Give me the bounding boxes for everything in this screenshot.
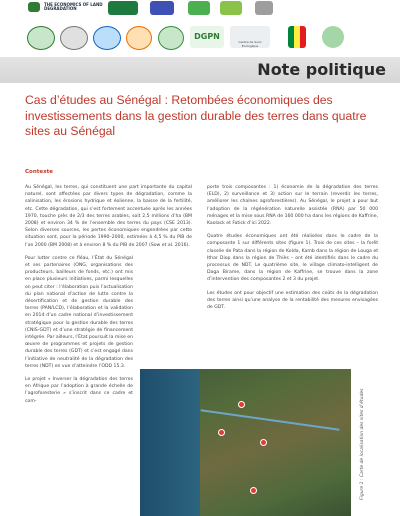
green-logo: [188, 1, 210, 15]
site-marker: [238, 401, 245, 408]
emblem-logo: [126, 26, 152, 50]
leaf-logo: [220, 1, 242, 15]
flag-logo: [288, 26, 306, 48]
map-river: [201, 409, 340, 430]
centre-logo: [230, 26, 270, 48]
paragraph: Quatre études économiques ont été réalisées dans le cadre de la composante 1 sur différents sites (figure 1). Trois de ces sites – la forêt classée de Pata dans la région de Kolda, Kamb dans la région de Louga et Ithar Diop dans la région de Thiès – ont été identifiés dans le cadre du processus de NDT. Le quatrième site, le village climato-intelligent de Daga Birame, dans la région de Kaffrine, se trouve dans la zone d’intervention des composantes 2 et 3 du projet.: [207, 234, 378, 283]
eld-logo-text: THE ECONOMICS OF LAND DEGRADATION: [44, 2, 103, 11]
inp-logo: [108, 1, 138, 15]
site-marker: [250, 487, 257, 494]
study-sites-map: [140, 369, 351, 516]
paragraph: porte trois composantes : 1) économie de la dégradation des terres (ELD), 2) surveillance et 3) action sur le terrain (reverdir les terres, améliorer les chaînes agroforestières). Au Sénégal, le projet a pour but l’adoption de la régénération naturelle assistée (RNA) par 50 000 ménages et la mise sous RNA de 160 000 ha dans les régions de Kaffrine, Kaolack et Fatick d’ici 2022.: [207, 185, 378, 227]
seal-logo: [60, 26, 88, 50]
eld-logo: [28, 2, 40, 12]
document-type-label: Note politique: [257, 60, 386, 79]
partner-logo: [255, 1, 273, 15]
round-logo: [158, 26, 184, 50]
site-marker: [218, 429, 225, 436]
logo-band: [0, 0, 400, 56]
paragraph: Pour lutter contre ce fléau, l’État du Sénégal et ses partenaires (ONG, organisations des producteurs, bailleurs de fonds, etc.) ont mis en place plusieurs initiatives, parmi lesquelles on peut citer : l’élaboration puis l’actualisation du plan national d’action de lutte contre la désertification et de gestion durable des terres (PAN/LCD), l’élaboration et la validation en 2014 d’un cadre national d’investissement stratégique pour la gestion durable des terres (CNIS-GDT) et d’une stratégie de financement intégrée. Par ailleurs, l’État poursuit la mise en œuvre de programmes et projets de gestion durable des terres (GDT) et s’est engagé dans l’initiative de neutralité de la dégradation des terres (NDT) en vue d’atteindre l’ODD 15.3.: [25, 255, 134, 369]
ise-logo: [27, 26, 55, 50]
blue-seal-logo: [93, 26, 121, 50]
figure-caption-wrap: [360, 388, 400, 505]
page-title: Cas d’études au Sénégal : Retombées économiques des investissements dans la gestion durable des terres dans quatre sites au Sénégal: [25, 93, 367, 139]
right-column: [207, 184, 378, 317]
paragraph: Au Sénégal, les terres, qui constituent une part importante du capital naturel, sont affectées par divers types de dégradation, comme la salinisation, les érosions hydrique et éolienne, la baisse de la fertilité, etc. Cette dégradation, qui s’est fortement accentuée après les années 1970, touche près de 2/3 des terres arables, soit 2,5 millions d’ha (BM 2008) et environ 34 % de l’ensemble des terres du pays (CSE 2013). Selon diverses sources, les pertes économiques engendrées par cette situation sont, pour la période 1990–2000, estimées à 4,5 % du PIB de l’an 2000 (BM 2008) et à environ 8 % du PIB de 2007 (Sow et al. 2016).: [25, 185, 192, 248]
dgpn-logo: [190, 26, 224, 48]
paragraph: Les études ont pour objectif une estimation des coûts de la dégradation des terres ainsi qu’une analyse de la rentabilité des mesures envisagées de GDT.: [207, 290, 378, 311]
dgpn-logo-text: DGPN: [194, 32, 220, 41]
centre-logo-text: Centre de Suivi Ecologique: [238, 40, 262, 48]
map-sea: [140, 369, 200, 516]
site-marker: [260, 439, 267, 446]
paragraph: Le projet « Inverser la dégradation des terres en Afrique par l’adoption à grande échelle de l’agroforesterie » s’inscrit dans ce cadre et com-: [25, 377, 133, 404]
crest-logo: [150, 1, 174, 15]
section-heading-contexte: Contexte: [25, 169, 53, 175]
figure-caption: Figure 1 : Carte de localisation des sites d’études: [360, 388, 365, 500]
tree-logo: [322, 26, 344, 48]
